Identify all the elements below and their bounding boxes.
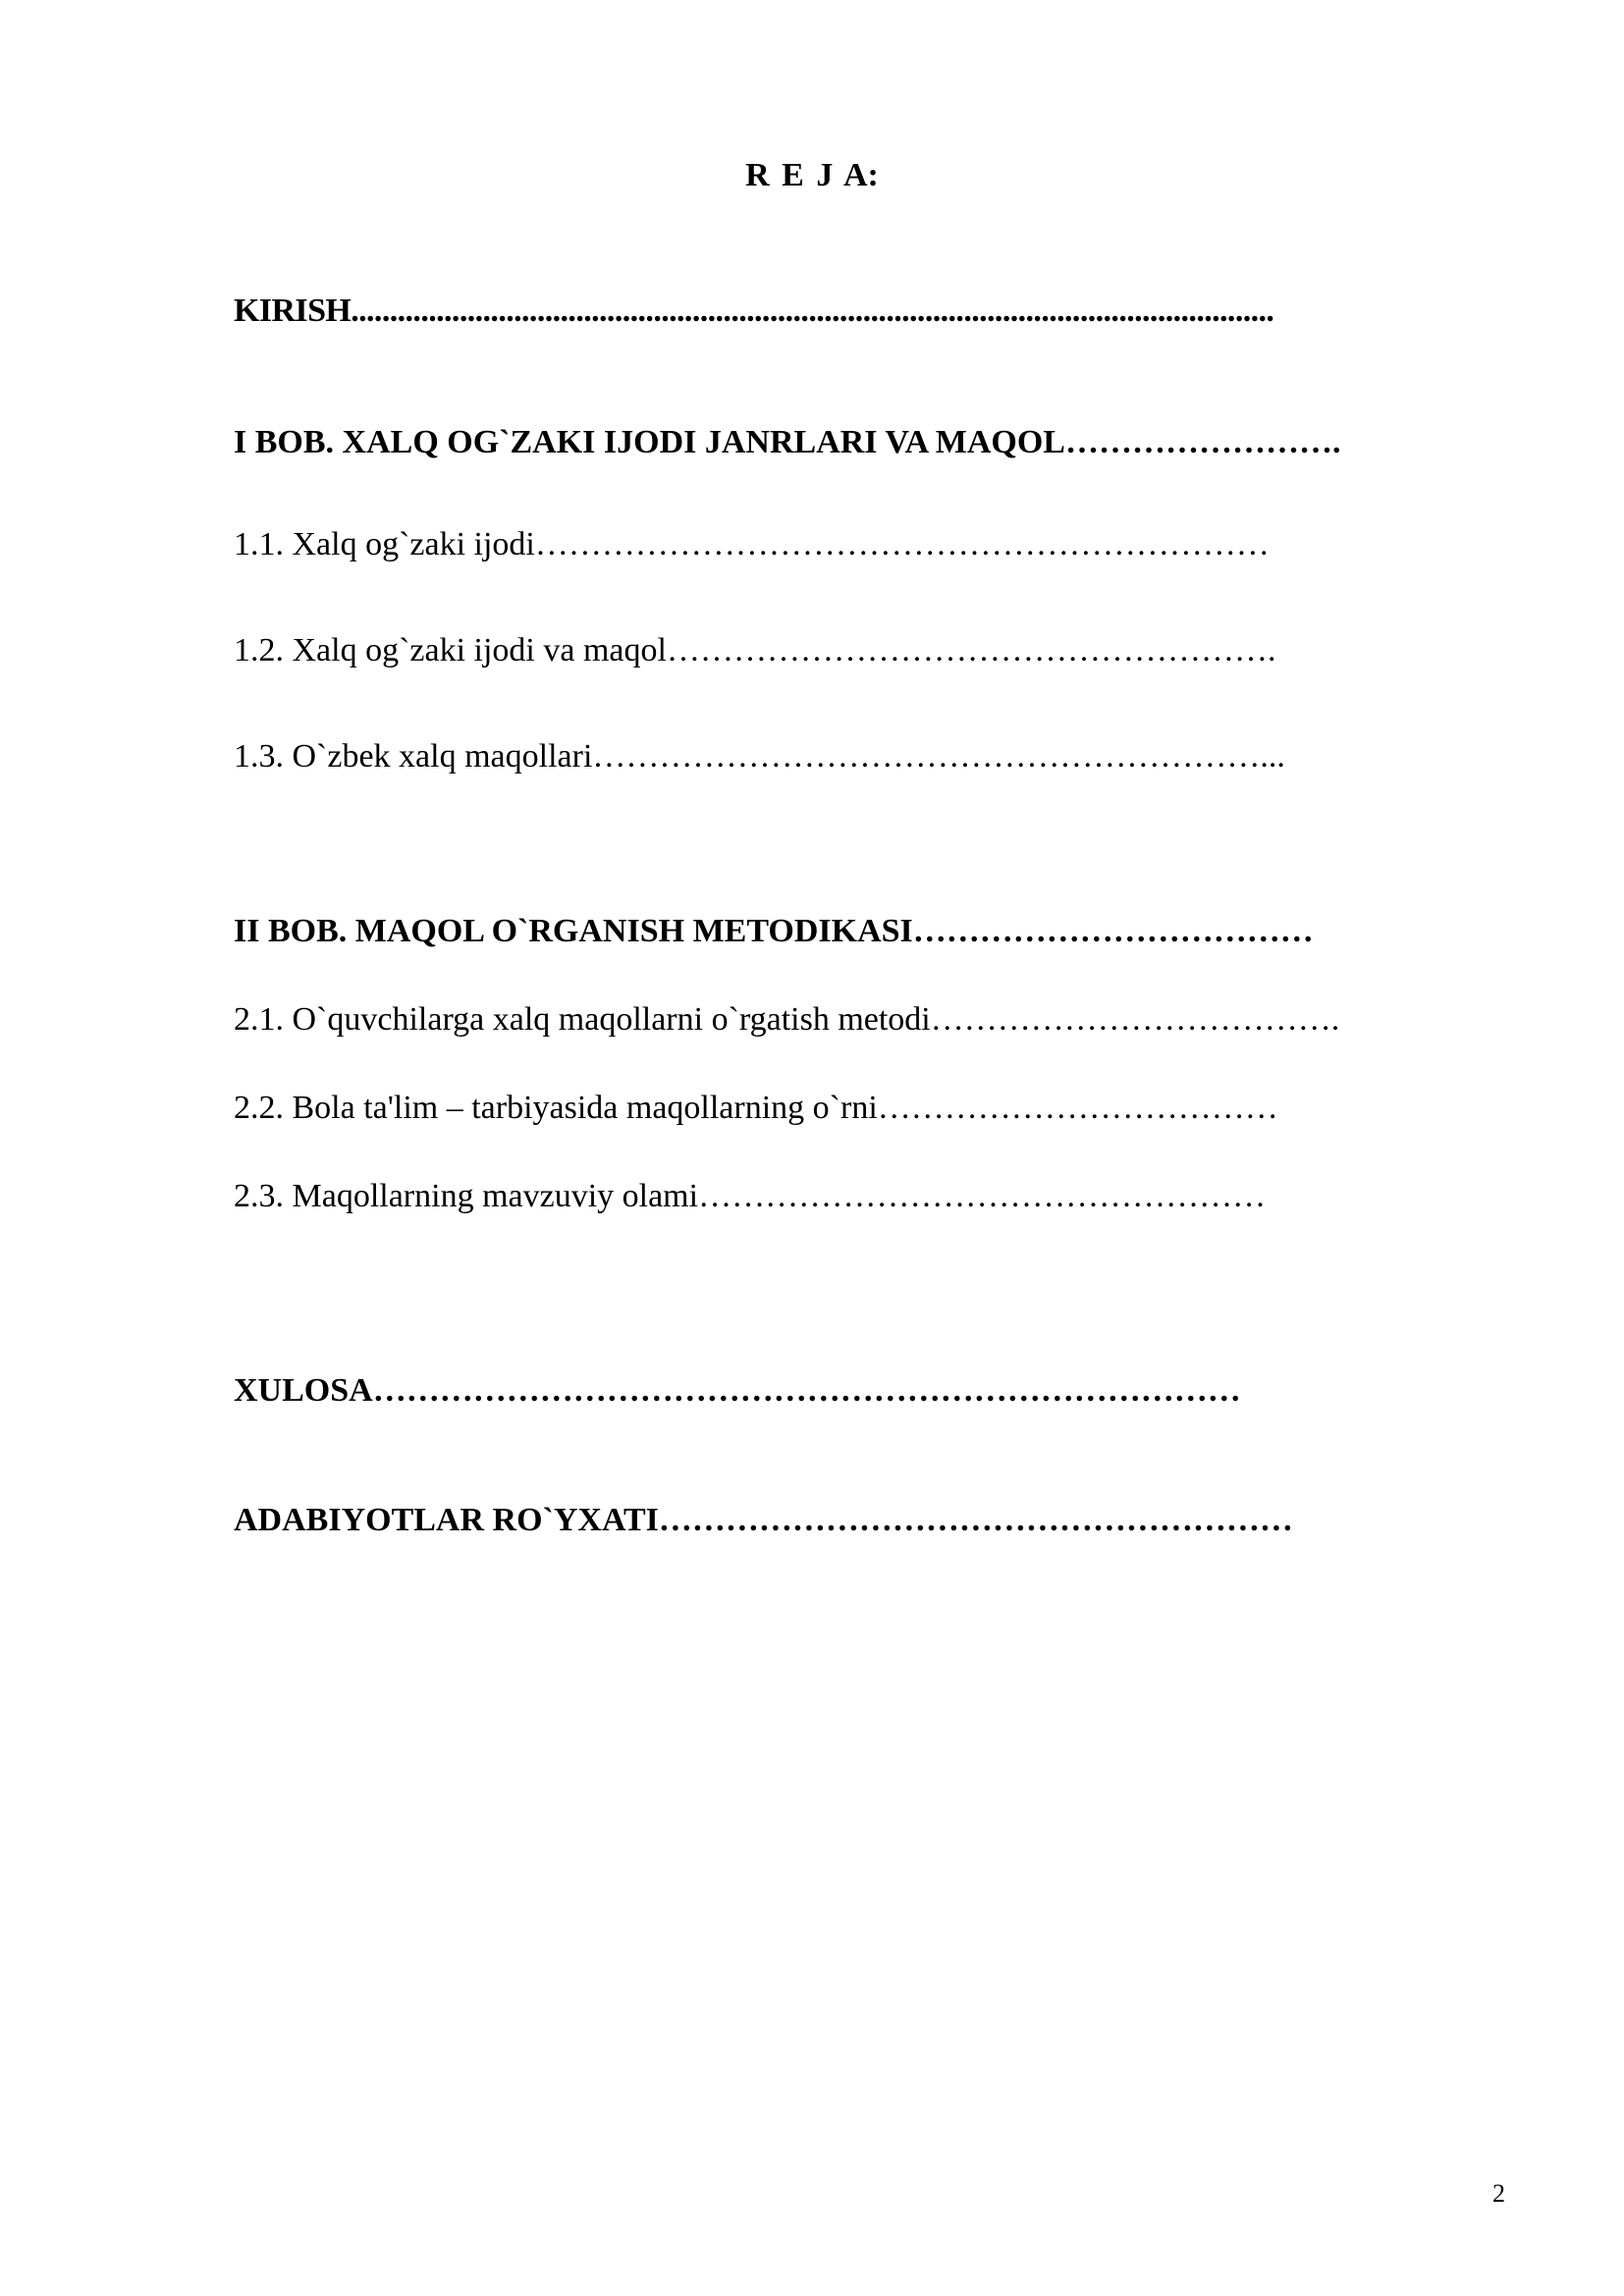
toc-entry-section-2-3: 2.3. Maqollarning mavzuviy olami……………………………………………	[234, 1178, 1267, 1214]
toc-entry-section-1-2: 1.2. Xalq og`zaki ijodi va maqol……………………………………………….	[234, 632, 1276, 668]
page-number: 2	[1492, 2179, 1505, 2208]
toc-entry-section-2-2: 2.2. Bola ta'lim – tarbiyasida maqollarning o`rni………………………………	[234, 1090, 1278, 1126]
toc-entry-section-1-1: 1.1. Xalq og`zaki ijodi…………………………………………………………	[234, 526, 1270, 562]
toc-entry-kirish: KIRISH.......................................................................................................................	[234, 293, 1274, 329]
toc-entry-chapter-2: II BOB. MAQOL O`RGANISH METODIKASI………………………………	[234, 913, 1314, 949]
toc-entry-adabiyotlar: ADABIYOTLAR RO`YXATI…………………………………………………	[234, 1502, 1293, 1538]
toc-entry-section-2-1: 2.1. O`quvchilarga xalq maqollarni o`rgatish metodi……………………………….	[234, 1001, 1340, 1038]
page-title: R E J A:	[745, 157, 879, 193]
toc-entry-chapter-1: I BOB. XALQ OG`ZAKI IJODI JANRLARI VA MAQOL…………………….	[234, 424, 1341, 460]
toc-entry-section-1-3: 1.3. O`zbek xalq maqollari……………………………………………………...	[234, 738, 1285, 774]
toc-entry-xulosa: XULOSA……………………………………………………………………	[234, 1372, 1241, 1409]
